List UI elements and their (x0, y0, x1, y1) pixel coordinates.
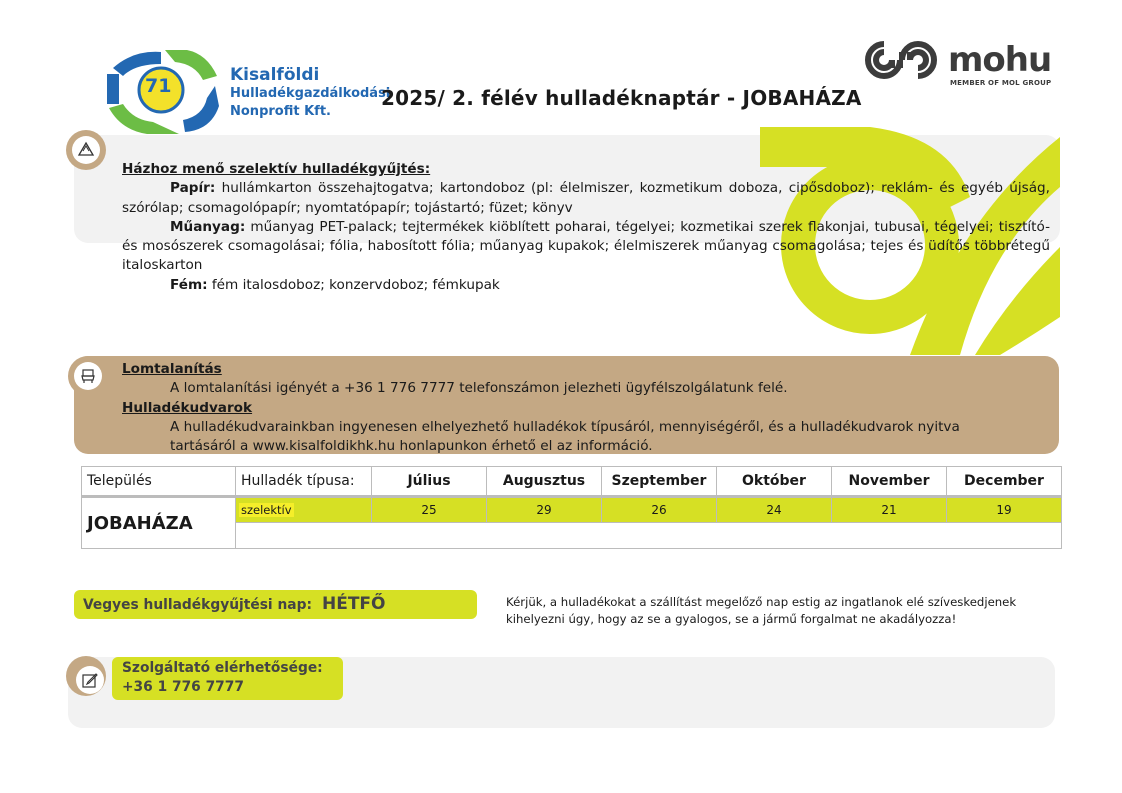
logo-badge-number: 71 (145, 75, 172, 97)
mohu-logo (864, 40, 1054, 90)
recycle-icon (77, 141, 95, 159)
mohu-infinity-icon (864, 40, 938, 80)
mixed-waste-day: HÉTFŐ (322, 594, 386, 614)
collection-day: 26 (602, 497, 717, 523)
bulky-bubble (68, 356, 108, 396)
waste-type-cell (236, 497, 372, 523)
contact-box (112, 657, 343, 700)
bulky-text-block (122, 360, 1022, 456)
header-month: December (947, 467, 1062, 497)
empty-cell (236, 523, 1062, 549)
header-month: Október (717, 467, 832, 497)
contact-bubble (66, 656, 106, 696)
fem-text: fém italosdoboz; konzervdoboz; fémkupak (207, 276, 500, 293)
fem-paragraph (122, 276, 1050, 295)
table-row (82, 497, 1062, 523)
calendar-table (81, 466, 1062, 549)
fem-label: Fém: (170, 276, 208, 293)
selective-heading: Házhoz menő szelektív hulladékgyűjtés: (122, 161, 431, 177)
table-header-row (82, 467, 1062, 497)
header-waste-type: Hulladék típusa: (236, 467, 372, 497)
waste-type-label: szelektív (241, 503, 292, 517)
logo-org-line2: Hulladékgazdálkodási (230, 86, 391, 101)
header-month: Szeptember (602, 467, 717, 497)
header-month: November (832, 467, 947, 497)
header-month: Augusztus (487, 467, 602, 497)
mixed-waste-label: Vegyes hulladékgyűjtési nap: (83, 597, 312, 613)
kisalfoldi-logo (103, 46, 391, 136)
collection-day: 29 (487, 497, 602, 523)
contact-label: Szolgáltató elérhetősége: (122, 660, 323, 676)
lomtalanitas-heading: Lomtalanítás (122, 361, 222, 377)
header-month: Július (372, 467, 487, 497)
logo-org-line3: Nonprofit Kft. (230, 104, 331, 119)
mohu-subtitle: MEMBER OF MOL GROUP (950, 79, 1052, 87)
muanyag-paragraph (122, 218, 1050, 276)
papir-paragraph (122, 179, 1050, 218)
muanyag-text: műanyag PET-palack; tejtermékek kiöblített poharai, tégelyei; kozmetikai szerek flakonjai, tubusai, tégelyei; tisztító- és mosószerek csomagolásai; fólia, habosított fólia; műanyag kupakok; élelmiszerek műanyag csomagolása; tejes és üdítős többrétegű italoskarton (122, 218, 1050, 274)
placement-note: Kérjük, a hulladékokat a szállítást megelőző nap estig az ingatlanok elé szíveskedjenek kihelyezni úgy, hogy az se a gyalogos, se a jármű forgalmat ne akadályozza! (506, 595, 1017, 626)
recycle-bubble (66, 130, 106, 170)
edit-icon (81, 671, 99, 689)
collection-day: 21 (832, 497, 947, 523)
furniture-icon (79, 367, 97, 385)
mixed-waste-bar (74, 590, 477, 619)
logo-org-line1: Kisalföldi (230, 65, 320, 85)
papir-label: Papír: (170, 180, 216, 197)
selective-text-block (122, 160, 1050, 295)
collection-day: 19 (947, 497, 1062, 523)
muanyag-label: Műanyag: (170, 218, 246, 235)
hulladekudvarok-text: A hulladékudvarainkban ingyenesen elhelyezhető hulladékok típusáról, mennyiségéről, és a hulladékudvarok nyitva tartásáról a www.kisalfoldikhk.hu honlapunkon érhető el az információ. (170, 418, 960, 455)
contact-phone: +36 1 776 7777 (122, 679, 244, 695)
papir-text: hullámkarton összehajtogatva; kartondoboz (pl: élelmiszer, kozmetikum doboza, cipősdoboz); reklám- és egyéb újság, szórólap; csomagolópapír; nyomtatópapír; tojástartó; füzet; könyv (122, 180, 1050, 216)
page-title: 2025/ 2. félév hulladéknaptár - JOBAHÁZA (381, 86, 862, 110)
settlement-name: JOBAHÁZA (82, 497, 236, 549)
collection-day: 24 (717, 497, 832, 523)
header-settlement: Település (82, 467, 236, 497)
lomtalanitas-text: A lomtalanítási igényét a +36 1 776 7777 telefonszámon jelezheti ügyfélszolgálatunk felé. (170, 380, 788, 397)
mohu-wordmark: mohu (948, 40, 1052, 80)
hulladekudvarok-heading: Hulladékudvarok (122, 399, 253, 416)
collection-day: 25 (372, 497, 487, 523)
